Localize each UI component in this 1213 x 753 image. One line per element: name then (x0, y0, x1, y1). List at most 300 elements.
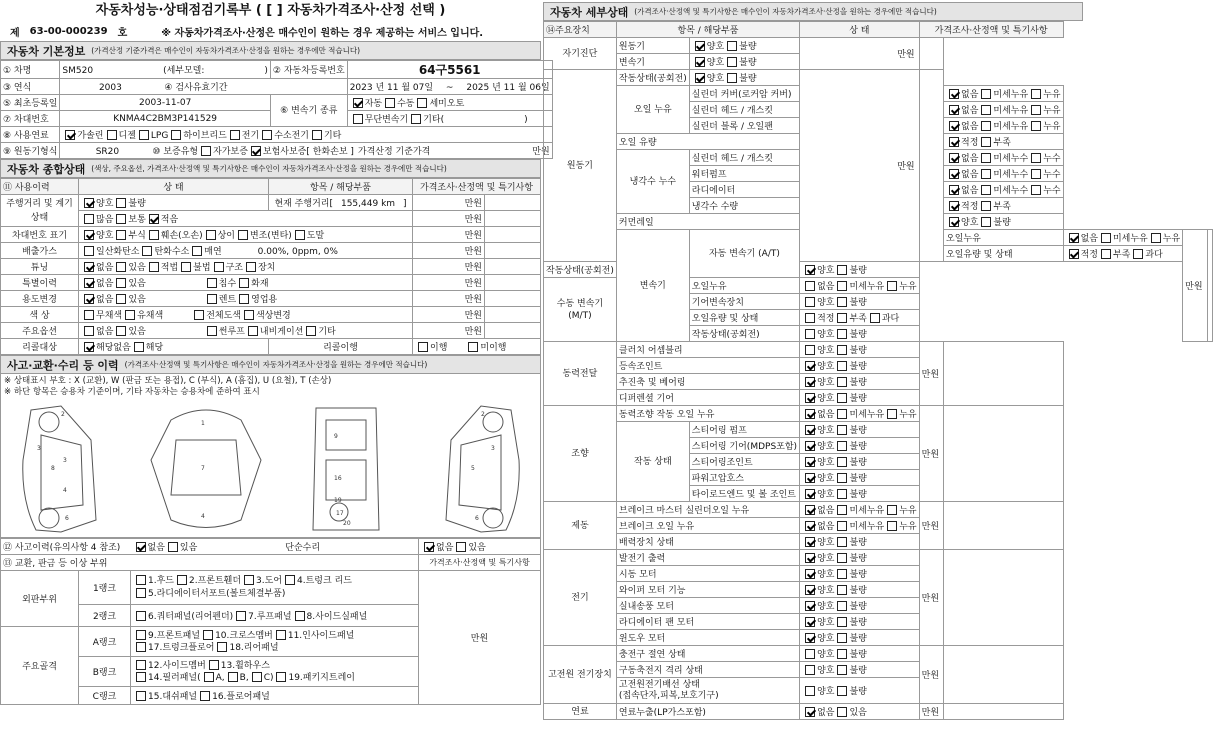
engine-type: SR20 (95, 147, 120, 157)
checkbox[interactable] (981, 169, 991, 179)
checkbox[interactable] (981, 105, 991, 115)
checkbox[interactable] (204, 672, 214, 682)
note-cell[interactable] (944, 550, 1064, 646)
checkbox-checked[interactable] (805, 553, 815, 563)
item-label: 브레이크 오일 누유 (616, 518, 799, 534)
svg-text:5: 5 (471, 465, 475, 472)
checkbox-checked[interactable] (949, 89, 959, 99)
checkbox[interactable] (139, 130, 149, 140)
checkbox[interactable] (295, 611, 305, 621)
checkbox[interactable] (171, 130, 181, 140)
label: 배출가스 (1, 243, 79, 259)
note-cell[interactable] (919, 38, 943, 70)
checkbox-checked[interactable] (805, 361, 815, 371)
table-row (544, 342, 1213, 358)
item-label: 오일유량 및 상태 (944, 246, 1064, 262)
checkbox[interactable] (837, 686, 847, 696)
checkbox-checked[interactable] (84, 262, 94, 272)
opt: 전체도색 (206, 311, 241, 321)
table-row (1, 227, 541, 243)
checkbox[interactable] (107, 130, 117, 140)
checkbox-checked[interactable] (1069, 233, 1079, 243)
checkbox[interactable] (276, 630, 286, 640)
sub-label: 작동 상태 (616, 422, 689, 502)
checkbox-checked[interactable] (805, 707, 815, 717)
item-label: 등속조인트 (616, 358, 799, 374)
svg-text:3: 3 (37, 445, 41, 452)
checkbox[interactable] (411, 114, 421, 124)
checkbox[interactable] (136, 630, 146, 640)
label: 주요골격 (1, 627, 79, 705)
right-side-body (446, 406, 519, 532)
checkbox[interactable] (1031, 89, 1041, 99)
checkbox[interactable] (230, 130, 240, 140)
label: ④ 검사유효기간 (164, 83, 228, 93)
doc-number-row (0, 22, 541, 41)
checkbox-checked[interactable] (805, 521, 815, 531)
checkbox[interactable] (136, 660, 146, 670)
checkbox[interactable] (125, 310, 135, 320)
checkbox[interactable] (214, 262, 224, 272)
checkbox[interactable] (276, 672, 286, 682)
checkbox-checked[interactable] (805, 569, 815, 579)
checkbox[interactable] (981, 137, 991, 147)
checkbox-checked[interactable] (805, 633, 815, 643)
detail-header (543, 2, 1083, 21)
checkbox[interactable] (201, 146, 211, 156)
checkbox[interactable] (136, 588, 146, 598)
checkbox[interactable] (295, 230, 305, 240)
opt: 부족 (993, 202, 1011, 212)
status-options (800, 704, 920, 720)
group-label: 전기 (544, 550, 617, 646)
checkbox[interactable] (1031, 153, 1041, 163)
car-name-cell (60, 61, 271, 79)
checkbox[interactable] (1101, 233, 1111, 243)
checkbox[interactable] (981, 185, 991, 195)
unit: 만원 (1183, 230, 1207, 342)
checkbox-checked[interactable] (136, 542, 146, 552)
checkbox[interactable] (837, 505, 847, 515)
opt: 미세누유 (993, 90, 1029, 100)
note-cell[interactable] (944, 704, 1064, 720)
checkbox[interactable] (1031, 185, 1041, 195)
checkbox[interactable] (228, 672, 238, 682)
table-row (1, 339, 541, 355)
model-year: 2003 (98, 83, 122, 93)
checkbox-checked[interactable] (949, 185, 959, 195)
fuel-options (60, 127, 552, 143)
checkbox[interactable] (727, 73, 737, 83)
checkbox[interactable] (837, 457, 847, 467)
checkbox[interactable] (244, 575, 254, 585)
opt: LPG (150, 131, 169, 141)
checkbox[interactable] (116, 262, 126, 272)
opt: 불량 (849, 538, 867, 548)
checkbox[interactable] (805, 649, 815, 659)
checkbox[interactable] (887, 505, 897, 515)
table-row (544, 534, 1213, 550)
checkbox[interactable] (206, 230, 216, 240)
checkbox[interactable] (887, 409, 897, 419)
checkbox[interactable] (468, 342, 478, 352)
opt: 매연 (204, 247, 222, 257)
svg-text:9: 9 (334, 433, 338, 440)
checkbox[interactable] (837, 313, 847, 323)
checkbox[interactable] (168, 542, 178, 552)
checkbox[interactable] (136, 575, 146, 585)
item-label: 고전원전기배선 상태 (618, 679, 700, 690)
table-row (544, 406, 1213, 422)
item-label (616, 678, 799, 704)
opt: 불량 (849, 570, 867, 580)
checkbox[interactable] (837, 425, 847, 435)
svg-text:7: 7 (201, 465, 205, 472)
opt: 디젤 (118, 131, 136, 141)
opt: 없음 (817, 282, 835, 292)
checkbox[interactable] (837, 409, 847, 419)
checkbox[interactable] (805, 686, 815, 696)
checkbox[interactable] (837, 361, 847, 371)
basic-info-header (0, 41, 541, 60)
opt: 기타 (323, 131, 342, 141)
checkbox[interactable] (84, 310, 94, 320)
checkbox[interactable] (1151, 233, 1161, 243)
table-row (1, 275, 541, 291)
sub-label: 수동 변속기 (M/T) (544, 278, 617, 342)
opt: 없음 (96, 263, 114, 273)
checkbox[interactable] (1031, 169, 1041, 179)
top-view-body (151, 410, 261, 528)
checkbox[interactable] (116, 326, 126, 336)
checkbox[interactable] (207, 278, 217, 288)
checkbox[interactable] (805, 297, 815, 307)
detail-title: 자동차 세부상태 (550, 5, 629, 19)
checkbox-checked[interactable] (805, 505, 815, 515)
status-options (800, 374, 920, 390)
checkbox-checked[interactable] (84, 294, 94, 304)
checkbox[interactable] (837, 297, 847, 307)
opt: 없음 (147, 543, 165, 553)
opt: 없음 (96, 295, 114, 305)
checkbox[interactable] (136, 691, 146, 701)
col-header: 가격조사·산정액 및 특기사항 (419, 555, 541, 571)
checkbox[interactable] (1031, 105, 1041, 115)
checkbox[interactable] (244, 310, 254, 320)
checkbox[interactable] (1133, 249, 1143, 259)
checkbox[interactable] (417, 98, 427, 108)
checkbox[interactable] (805, 281, 815, 291)
checkbox[interactable] (837, 665, 847, 675)
note-cell[interactable] (944, 342, 1064, 406)
checkbox[interactable] (837, 489, 847, 499)
checkbox[interactable] (353, 114, 363, 124)
checkbox[interactable] (837, 585, 847, 595)
opt: 불량 (849, 687, 867, 697)
status-options (800, 310, 920, 326)
opt: ) (524, 115, 528, 125)
label: ⑫ 사고이력(유의사항 4 참조) (1, 539, 131, 555)
checkbox-checked[interactable] (805, 489, 815, 499)
checkbox-checked[interactable] (805, 409, 815, 419)
checkbox[interactable] (981, 201, 991, 211)
checkbox[interactable] (238, 230, 248, 240)
opt: 양호 (817, 266, 835, 276)
checkbox[interactable] (134, 342, 144, 352)
checkbox[interactable] (312, 130, 322, 140)
checkbox[interactable] (805, 329, 815, 339)
checkbox-checked[interactable] (805, 393, 815, 403)
checkbox[interactable] (177, 575, 187, 585)
table-row (1, 195, 541, 211)
svg-text:17: 17 (336, 510, 344, 517)
opt: 있음 (468, 543, 486, 553)
checkbox[interactable] (192, 246, 202, 256)
checkbox[interactable] (837, 345, 847, 355)
opt: 15.대쉬패널 (148, 692, 198, 702)
checkbox[interactable] (306, 326, 316, 336)
status-options (800, 422, 920, 438)
opt: 미이행 (480, 343, 507, 353)
label: ② 자동차등록번호 (270, 61, 347, 79)
checkbox[interactable] (837, 473, 847, 483)
opt: 5.라디에이터서포트(볼트체결부품) (148, 588, 286, 599)
svg-text:6: 6 (475, 515, 479, 522)
checkbox[interactable] (116, 230, 126, 240)
checkbox[interactable] (837, 377, 847, 387)
status-options (944, 166, 1064, 182)
checkbox[interactable] (981, 89, 991, 99)
checkbox-checked[interactable] (805, 585, 815, 595)
checkbox[interactable] (418, 342, 428, 352)
opt: 침수 (218, 279, 237, 289)
opt: 미세누유 (993, 106, 1029, 116)
checkbox[interactable] (1101, 249, 1111, 259)
checkbox[interactable] (456, 542, 466, 552)
checkbox[interactable] (209, 660, 219, 670)
checkbox-checked[interactable] (949, 201, 959, 211)
checkbox-checked[interactable] (949, 137, 959, 147)
opt: 양호 (706, 58, 725, 68)
label: 용도변경 (1, 291, 79, 307)
checkbox[interactable] (981, 153, 991, 163)
opt: 미세누수 (993, 170, 1029, 180)
checkbox[interactable] (207, 294, 217, 304)
table-row (544, 678, 1213, 704)
opt: 양호 (817, 618, 835, 628)
detail-model-label: (세부모델: (163, 66, 205, 76)
checkbox-checked[interactable] (84, 198, 94, 208)
checkbox[interactable] (84, 214, 94, 224)
checkbox[interactable] (248, 326, 258, 336)
unit: 만원 (919, 704, 943, 720)
status-options (800, 294, 920, 310)
sub-label: 오일 누유 (616, 86, 689, 134)
checkbox[interactable] (116, 278, 126, 288)
checkbox[interactable] (207, 326, 217, 336)
opt: 9.프론트패널 (148, 630, 201, 641)
checkbox[interactable] (981, 121, 991, 131)
checkbox-checked[interactable] (949, 121, 959, 131)
checkbox[interactable] (136, 672, 146, 682)
checkbox[interactable] (200, 691, 210, 701)
checkbox[interactable] (136, 611, 146, 621)
checkbox[interactable] (887, 521, 897, 531)
overall-status-note: (색상, 주요옵션, 가격조사·산정액 및 특기사항은 매수인이 자동차가격조사·산정을 원하는 경우에만 적습니다) (91, 164, 447, 173)
checkbox-checked[interactable] (949, 169, 959, 179)
checkbox[interactable] (837, 617, 847, 627)
note-cell[interactable] (944, 646, 1064, 704)
checkbox-checked[interactable] (695, 73, 705, 83)
checkbox-checked[interactable] (805, 473, 815, 483)
note-cell[interactable] (1207, 230, 1212, 342)
checkbox[interactable] (203, 630, 213, 640)
checkbox[interactable] (84, 326, 94, 336)
checkbox[interactable] (1031, 121, 1041, 131)
checkbox-checked[interactable] (805, 425, 815, 435)
table-row (544, 598, 1213, 614)
checkbox[interactable] (887, 281, 897, 291)
checkbox-checked[interactable] (695, 57, 705, 67)
checkbox-checked[interactable] (805, 617, 815, 627)
checkbox[interactable] (837, 601, 847, 611)
checkbox[interactable] (837, 281, 847, 291)
checkbox[interactable] (149, 262, 159, 272)
checkbox[interactable] (239, 294, 249, 304)
note-cell[interactable] (944, 502, 1064, 550)
checkbox[interactable] (837, 393, 847, 403)
checkbox[interactable] (239, 278, 249, 288)
checkbox[interactable] (805, 665, 815, 675)
item-label: 실린더 헤드 / 개스킷 (689, 150, 799, 166)
checkbox[interactable] (116, 214, 126, 224)
svg-text:20: 20 (343, 520, 351, 527)
checkbox[interactable] (84, 246, 94, 256)
checkbox[interactable] (194, 310, 204, 320)
checkbox-checked[interactable] (353, 98, 363, 108)
checkbox[interactable] (837, 649, 847, 659)
checkbox-checked[interactable] (65, 130, 75, 140)
opt: 불량 (849, 394, 867, 404)
opt: 16.플로어패널 (212, 692, 270, 702)
note-cell[interactable] (919, 70, 943, 262)
label: 특별이력 (1, 275, 79, 291)
registration-number: 64구5561 (347, 61, 552, 79)
checkbox[interactable] (837, 569, 847, 579)
checkbox-checked[interactable] (949, 105, 959, 115)
checkbox[interactable] (837, 707, 847, 717)
checkbox-checked[interactable] (695, 41, 705, 51)
unit: 만원 (413, 211, 485, 227)
checkbox[interactable] (727, 57, 737, 67)
checkbox-checked[interactable] (424, 542, 434, 552)
checkbox[interactable] (262, 130, 272, 140)
checkbox[interactable] (217, 642, 227, 652)
label: 차대번호 표기 (1, 227, 79, 243)
checkbox[interactable] (870, 313, 880, 323)
checkbox[interactable] (236, 611, 246, 621)
checkbox[interactable] (837, 441, 847, 451)
checkbox[interactable] (837, 521, 847, 531)
item-label: 타이로드엔드 및 볼 조인트 (689, 486, 799, 502)
opt: 있음 (128, 327, 146, 337)
checkbox[interactable] (837, 633, 847, 643)
checkbox-checked[interactable] (949, 217, 959, 227)
checkbox-checked[interactable] (805, 377, 815, 387)
checkbox[interactable] (981, 217, 991, 227)
opt: 훼손(오손) (160, 231, 203, 241)
opt: 적정 (961, 202, 979, 212)
status-options (944, 150, 1064, 166)
opt: 없음 (961, 90, 979, 100)
label: 색 상 (1, 307, 79, 323)
opt: 10.크로스멤버 (215, 630, 273, 641)
note-cell[interactable] (944, 406, 1064, 502)
item-label: 연료누출(LP가스포함) (616, 704, 799, 720)
opt: 탄화수소 (154, 247, 190, 257)
checkbox-checked[interactable] (805, 265, 815, 275)
table-row (544, 502, 1213, 518)
checkbox[interactable] (136, 642, 146, 652)
checkbox-checked[interactable] (84, 342, 94, 352)
checkbox-checked[interactable] (805, 601, 815, 611)
status-options (689, 38, 799, 54)
table-row (544, 422, 1213, 438)
checkbox[interactable] (116, 198, 126, 208)
checkbox-checked[interactable] (149, 214, 159, 224)
checkbox[interactable] (805, 313, 815, 323)
unit: 만원 (413, 291, 485, 307)
opt: 해당 (145, 343, 164, 353)
opt: 양호 (817, 330, 835, 340)
checkbox[interactable] (837, 329, 847, 339)
table-row (1, 143, 553, 159)
checkbox-checked[interactable] (1069, 249, 1079, 259)
checkbox[interactable] (142, 246, 152, 256)
checkbox[interactable] (181, 262, 191, 272)
car-diagram (1, 400, 540, 538)
checkbox[interactable] (285, 575, 295, 585)
checkbox-checked[interactable] (805, 457, 815, 467)
checkbox[interactable] (727, 41, 737, 51)
checkbox[interactable] (385, 98, 395, 108)
checkbox-checked[interactable] (84, 230, 94, 240)
checkbox[interactable] (116, 294, 126, 304)
checkbox[interactable] (149, 230, 159, 240)
checkbox-checked[interactable] (805, 441, 815, 451)
checkbox[interactable] (805, 345, 815, 355)
status-options (800, 550, 920, 566)
checkbox[interactable] (837, 537, 847, 547)
mileage (269, 195, 413, 211)
opt: 불량 (849, 554, 867, 564)
item-label: 오일 유량 (616, 134, 799, 150)
checkbox[interactable] (252, 672, 262, 682)
checkbox-checked[interactable] (251, 146, 261, 156)
checkbox-checked[interactable] (84, 278, 94, 288)
opt: 썬루프 (218, 327, 245, 337)
checkbox[interactable] (837, 553, 847, 563)
checkbox-checked[interactable] (949, 153, 959, 163)
checkbox[interactable] (246, 262, 256, 272)
svg-text:4: 4 (201, 513, 205, 520)
opt: C) (263, 672, 274, 683)
unit: 만원 (919, 502, 943, 550)
checkbox[interactable] (837, 265, 847, 275)
checkbox-checked[interactable] (805, 537, 815, 547)
opt: 양호 (706, 74, 725, 84)
opt: 불량 (739, 58, 757, 68)
